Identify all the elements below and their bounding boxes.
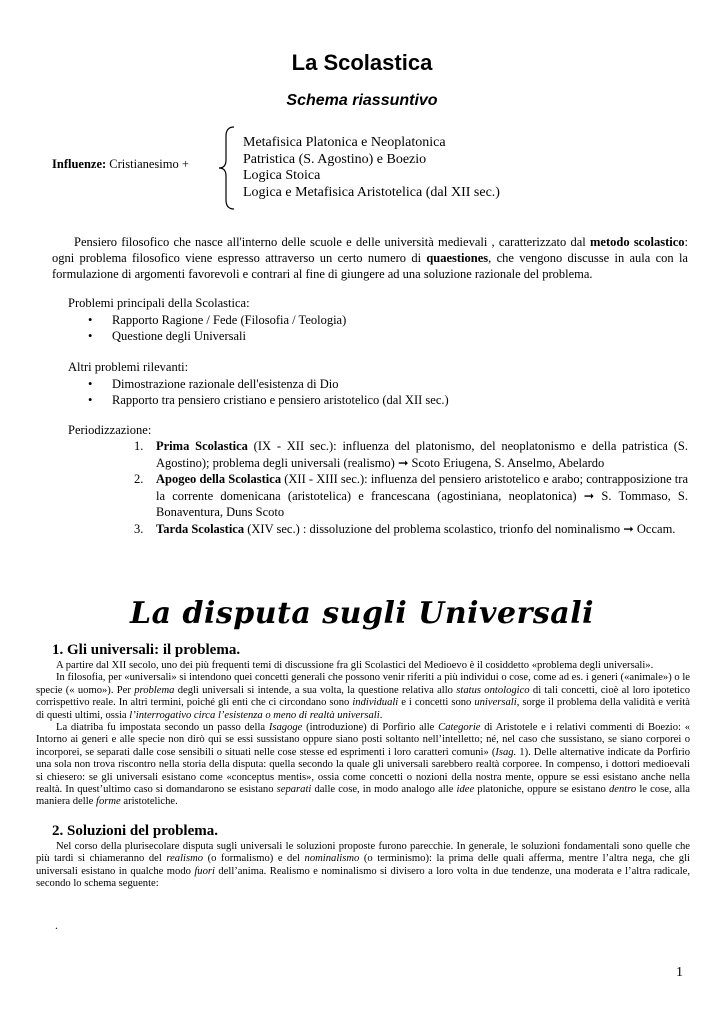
- periodization-heading: Periodizzazione:: [68, 423, 152, 437]
- intro-paragraph: [52, 234, 688, 282]
- section1-body: [36, 660, 690, 809]
- list-item: • Rapporto Ragione / Fede (Filosofia / Teologia): [68, 312, 668, 329]
- other-problems-section: [68, 359, 668, 409]
- influence-item: Logica e Metafisica Aristotelica (dal XII sec.): [243, 184, 500, 200]
- page-subtitle: Schema riassuntivo: [286, 92, 438, 109]
- influence-item: Patristica (S. Agostino) e Boezio: [243, 151, 427, 167]
- period-name: Tarda Scolastica: [156, 521, 245, 536]
- influences-base: Cristianesimo +: [109, 157, 189, 171]
- influences-label: Influenze:: [52, 157, 107, 171]
- paragraph: In filosofia, per «universali» si intendono quei concetti generali che possono venir riferiti a più individui o cose, come ad es. i generi («animale») o le specie (« uomo»). Per problema degli universali si intende, a sua volta, la questione relativa allo status ontologico di tali concetti, cioè al loro ipotetico corrispettivo reale. In altri termini, poiché gli enti che ci circondano sono individuali e i concetti sono universali, sorge il problema della validità e verità di questi ultimi, ossia l’interrogativo circa l’esistenza o meno di realtà universali.: [36, 672, 691, 721]
- page-title: La Scolastica: [291, 50, 433, 75]
- list-item: • Dimostrazione razionale dell'esistenza di Dio: [68, 376, 668, 393]
- dispute-title: La disputa sugli Universali: [130, 596, 594, 631]
- item-number: 2.: [134, 472, 144, 486]
- item-number: 3.: [134, 521, 144, 536]
- other-problems-list: [68, 376, 668, 409]
- list-item: [134, 471, 688, 521]
- influence-item: Metafisica Platonica e Neoplatonica: [243, 135, 446, 150]
- paragraph: A partire dal XII secolo, uno dei più frequenti temi di discussione fra gli Scolastici del Medioevo è il cosiddetto «problema degli universali».: [56, 660, 654, 671]
- list-item: • Questione degli Universali: [68, 328, 668, 345]
- section2-heading: 2. Soluzioni del problema.: [52, 823, 218, 839]
- main-problems-section: [68, 295, 668, 345]
- list-item: [134, 438, 688, 471]
- intro-bold-term: quaestiones: [426, 251, 489, 265]
- intro-text: : ogni problema filosofico viene espresso attraverso un certo numero di: [52, 235, 688, 265]
- list-item: • Rapporto tra pensiero cristiano e pensiero aristotelico (dal XII sec.): [68, 392, 668, 409]
- period-name: Prima Scolastica: [156, 439, 248, 453]
- intro-bold-term: metodo scolastico: [590, 235, 685, 249]
- item-number: 1.: [134, 439, 144, 453]
- main-problems-heading: Problemi principali della Scolastica:: [68, 296, 250, 310]
- page-number: 1: [676, 965, 683, 980]
- periodization-list: [134, 438, 688, 537]
- intro-text: , che vengono discusse in aula con la formulazione di argomenti favorevoli e contrari al fine di giungere ad una soluzione razionale del problema.: [52, 251, 688, 281]
- section1-heading: 1. Gli universali: il problema.: [52, 642, 241, 658]
- influence-item: Logica Stoica: [243, 168, 321, 183]
- intro-text: Pensiero filosofico che nasce all'interno delle scuole e delle università medievali , caratterizzato dal: [74, 235, 590, 249]
- influences-list: [243, 135, 503, 213]
- other-problems-heading: Altri problemi rilevanti:: [68, 360, 189, 374]
- paragraph: Nel corso della plurisecolare disputa sugli universali le soluzioni proposte furono parecchie. In generale, le soluzioni fondamentali sono quelle che più tardi si chiameranno del realismo (o formalismo) e del nominalismo (o terminismo): la prima delle quali afferma, mentre l’altra nega, che gli universali esistano in qualche modo fuori dell’anima. Realismo e nominalismo si divisero a loro volta in due tendenze, una moderata e l’altra radicale, secondo lo schema seguente:: [36, 841, 690, 890]
- left-brace-icon: [218, 126, 238, 210]
- stray-dot: .: [55, 918, 58, 932]
- period-text: (IX - XII sec.): influenza del platonismo, del neoplatonismo e della patristica (S. Agostino); problema degli universali (realismo) ➞ Scoto Eriugena, S. Anselmo, Abelardo: [156, 439, 688, 470]
- period-name: Apogeo della Scolastica: [156, 472, 282, 486]
- main-problems-list: [68, 312, 668, 345]
- period-text: (XIV sec.) : dissoluzione del problema scolastico, trionfo del nominalismo ➞ Occam.: [244, 521, 676, 536]
- paragraph: La diatriba fu impostata secondo un passo della Isagoge (introduzione) di Porfirio alle Categorie di Aristotele e i relativi commenti di Boezio: « Intorno ai generi e alle specie non dirò qui se essi sussistano oppure siano posti soltanto nell’intelletto; né, nel caso che sussistano, se siano corporei o incorporei, se separati dalle cose sensibili o situati nelle cose stesse ed esprimenti i loro caratteri comuni» (Isag. 1). Delle alternative indicate da Porfirio una sola non trova riscontro nella storia della disputa: quella secondo la quale gli universali sarebbero realtà corporee. In compenso, i dottori medioevali si chiesero: se gli universali esistano come «conceptus mentis», ossia come concetti o nozioni della nostra mente, oppure se essi esistano anche nella realtà. In quest’ultimo caso si domandarono se esistano separati dalle cose, in modo analogo alle idee platoniche, oppure se esistano dentro le cose, alla maniera delle forme aristoteliche.: [36, 722, 691, 808]
- period-text: (XII - XIII sec.): influenza del pensiero aristotelico e arabo; contrapposizione tra la corrente domenicana (aristotelica) e francescana (agostiniana, neoplatonica) ➞ S. Tommaso, S. Bonaventura, Duns Scoto: [156, 472, 688, 519]
- list-item: [134, 521, 688, 538]
- influences-label-row: [52, 157, 189, 172]
- section2-body: [36, 841, 690, 891]
